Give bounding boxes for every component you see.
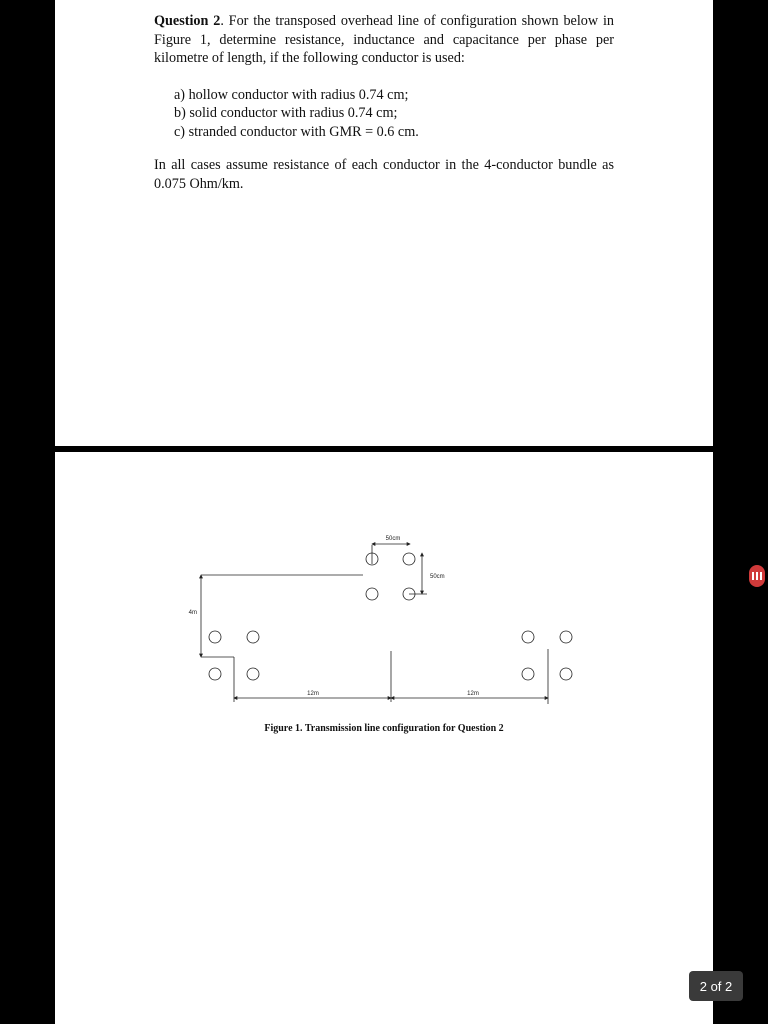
conductor-top-3 (366, 588, 378, 600)
question-text (154, 12, 614, 193)
question-intro (154, 12, 614, 68)
option-c: c) stranded conductor with GMR = 0.6 cm. (174, 123, 419, 140)
dim-bundle-width: 50cm (385, 536, 401, 542)
option-list (174, 86, 614, 142)
conductor-right-1 (522, 631, 534, 643)
conductor-right-4 (560, 668, 572, 680)
conductor-left-3 (209, 668, 221, 680)
menu-handle-button[interactable] (749, 565, 765, 587)
conductor-top-2 (403, 553, 415, 565)
conductor-right-2 (560, 631, 572, 643)
dim-bundle-height: 50cm (430, 574, 445, 580)
menu-handle-icon (752, 572, 754, 580)
conductor-left-1 (209, 631, 221, 643)
dim-spacing-left: 12m (307, 691, 319, 697)
option-a: a) hollow conductor with radius 0.74 cm; (174, 86, 409, 103)
assumption-note: In all cases assume resistance of each conductor in the 4-conductor bundle as 0.075 Ohm/km. (154, 157, 614, 192)
page-2 (55, 452, 713, 1024)
dim-spacing-right: 12m (467, 691, 479, 697)
option-b: b) solid conductor with radius 0.74 cm; (174, 105, 398, 121)
page-1 (55, 0, 713, 446)
conductor-right-3 (522, 668, 534, 680)
figure-caption: Figure 1. Transmission line configuration for Question 2 (264, 723, 504, 734)
transmission-line-figure (55, 452, 713, 1024)
dim-height-diff: 4m (188, 610, 197, 616)
conductor-left-2 (247, 631, 259, 643)
question-label: Question 2 (154, 13, 221, 29)
page-indicator: 2 of 2 (689, 971, 743, 1001)
question-body: . For the transposed overhead line of configuration shown below in Figure 1, determine resistance, inductance and capacitance per phase per kilometre of length, if the following conductor is used: (154, 13, 614, 66)
conductor-left-4 (247, 668, 259, 680)
